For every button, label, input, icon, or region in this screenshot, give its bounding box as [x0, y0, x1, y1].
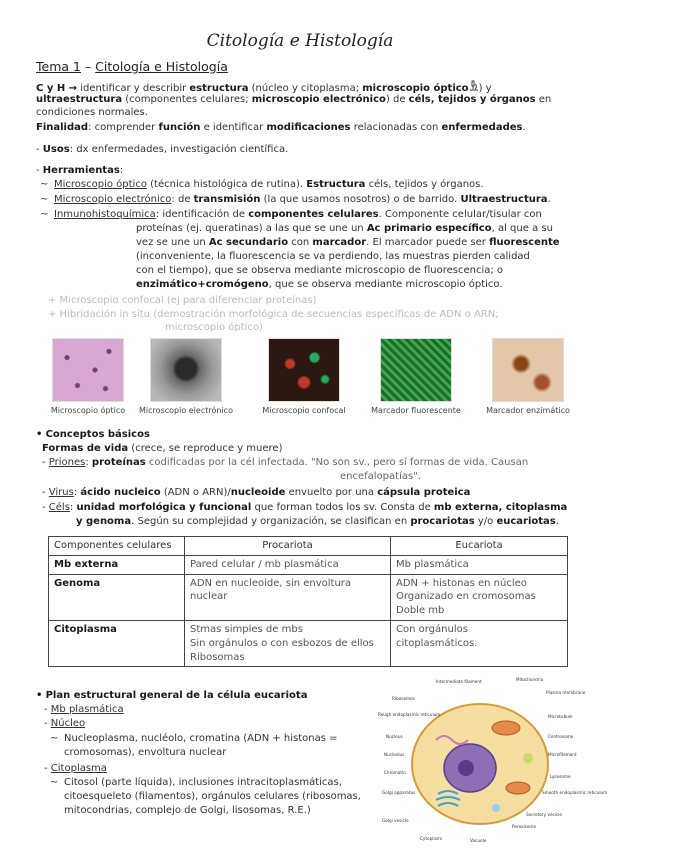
bullet: •	[36, 690, 43, 701]
ihq-line	[136, 222, 576, 236]
electron-microscope-image	[150, 338, 222, 402]
page-title: Citología e Histología	[206, 31, 394, 51]
item-text: . Componente celular/tisular con	[378, 209, 542, 220]
mitochondrion-shape	[492, 721, 520, 735]
keyword: mb externa, citoplasma	[433, 502, 568, 513]
nucleo-detail-2: cromosomas), envoltura nuclear	[64, 747, 227, 758]
item-text: : de	[171, 194, 194, 205]
dash: -	[42, 457, 49, 468]
diagram-label: Chromatin	[384, 770, 406, 775]
diagram-label: Cytoplasm	[420, 836, 443, 841]
conceptos-heading	[36, 428, 571, 442]
cito-text: Citosol (parte líquida), inclusiones intracitoplasmáticas,	[64, 777, 342, 788]
ihq-text: , al que a su	[491, 223, 553, 234]
diagram-label: Peroxisome	[512, 824, 537, 829]
diagram-label: Rough endoplasmic reticulum	[378, 712, 441, 717]
keyword: nucleoide	[230, 487, 286, 498]
nucleo-detail	[50, 732, 380, 746]
cels-label: Céls	[48, 502, 70, 513]
list-item	[40, 193, 570, 207]
item-keyword: transmisión	[193, 194, 261, 205]
diagram-label: Intermediate filament	[436, 679, 482, 684]
diagram-label: Golgi apparatus	[382, 790, 416, 795]
comparison-table	[48, 536, 568, 667]
text: :	[73, 487, 81, 498]
intro-keyword: función	[158, 122, 201, 133]
usos-text: : dx enfermedades, investigación científica.	[69, 144, 289, 155]
dash: -	[42, 502, 49, 513]
herramientas-label: Herramientas	[42, 165, 120, 176]
herramientas-heading	[36, 164, 571, 178]
dash: -	[44, 704, 51, 715]
tema-dash: –	[80, 59, 96, 74]
item-text: : identificación de	[155, 209, 249, 220]
keyword: unidad morfológica y funcional	[76, 502, 252, 513]
diagram-label: Plasma membrane	[546, 690, 586, 695]
cito-detail-3: mitocondrias, complejo de Golgi, lisosomas, R.E.)	[64, 805, 311, 816]
text: que forman todos los sv. Consta de	[251, 502, 434, 513]
ihq-text: , que se observa mediante microscopio óptico.	[268, 279, 503, 290]
item-term: Microscopio óptico	[54, 179, 147, 190]
row-name-text: Citoplasma	[54, 623, 117, 635]
text: :	[85, 457, 92, 468]
quote-text: codificadas por la cél infectada. "No son sv., pero sí formas de vida. Causan	[145, 457, 529, 468]
formas-label: Formas de vida	[42, 443, 129, 454]
priones-label: Priones	[48, 457, 86, 468]
intro-text: relacionadas con	[350, 122, 442, 133]
table-header-row	[49, 537, 568, 556]
image-caption: Microscopio electrónico	[139, 406, 233, 415]
ihq-keyword: fluorescente	[489, 237, 560, 248]
nucleo-label: Núcleo	[50, 718, 86, 729]
microscopy-images	[40, 338, 575, 418]
table-header: Procariota	[185, 537, 391, 556]
list-item	[40, 178, 570, 192]
faded-line: + Hibridación in situ (demostración morfológica de secuencias específicas de ADN o ARN;	[48, 309, 499, 320]
item-text: (la que usamos nosotros) o de barrido.	[260, 194, 461, 205]
diagram-label: Golgi vesicle	[382, 818, 409, 823]
item-text: (técnica histológica de rutina).	[146, 179, 307, 190]
ihq-keyword: enzimático+cromógeno	[136, 279, 269, 290]
intro-keyword: céls, tejidos y órganos	[408, 94, 536, 105]
cell-line: Ribosomas	[190, 651, 245, 663]
dash: -	[36, 144, 43, 155]
item-keyword: Ultraestructura	[460, 194, 548, 205]
intro-keyword: microscopio óptico	[362, 83, 469, 94]
row-name	[49, 555, 185, 574]
dash: -	[44, 763, 51, 774]
diagram-label: Microtubule	[548, 714, 573, 719]
tema-label: Tema 1	[36, 59, 81, 74]
ihq-text: vez se une un	[136, 237, 209, 248]
row-name-text: Genoma	[54, 577, 101, 589]
dash: -	[44, 718, 51, 729]
ihq-line: (inconveniente, la fluorescencia se va perdiendo, las muestras pierden calidad	[136, 251, 530, 262]
prokaryote-cell	[185, 574, 391, 620]
row-name-text: Mb externa	[54, 558, 119, 570]
nucleo-line	[44, 717, 374, 731]
keyword: cápsula proteica	[377, 487, 471, 498]
item-keyword: Estructura	[306, 179, 366, 190]
cito-line	[44, 762, 374, 776]
table-row	[49, 574, 568, 620]
faded-line: + Microscopio confocal (ej para diferenciar proteínas)	[48, 295, 317, 306]
intro-line-3: condiciones normales.	[36, 107, 148, 118]
virus-label: Virus	[48, 487, 74, 498]
intro-keyword: microscopio electrónico	[251, 94, 386, 105]
ihq-keyword: Ac secundario	[208, 237, 289, 248]
keyword: eucariotas	[496, 516, 556, 527]
intro-text: : comprender	[88, 122, 159, 133]
intro-keyword: estructura	[189, 83, 249, 94]
cell-line: Stmas simples de mbs	[190, 623, 303, 635]
intro-text: (núcleo y citoplasma;	[248, 83, 363, 94]
row-name	[49, 620, 185, 666]
ihq-text: con	[288, 237, 313, 248]
table-header: Componentes celulares	[49, 537, 185, 556]
ihq-text: . El marcador puede ser	[366, 237, 490, 248]
bullet: •	[36, 429, 43, 440]
intro-text: (componentes celulares;	[122, 94, 252, 105]
priones-line	[42, 456, 577, 470]
intro-text: identificar y describir	[77, 83, 190, 94]
usos-line	[36, 143, 571, 157]
text: :	[69, 502, 77, 513]
enzymatic-marker-image	[492, 338, 564, 402]
item-term: Microscopio electrónico	[54, 194, 172, 205]
cito-detail-2: citoesqueleto (filamentos), orgánulos celulares (ribosomas,	[64, 791, 361, 802]
tema-name: Citología e Histología	[95, 59, 228, 74]
virus-line	[42, 486, 577, 500]
table-row	[49, 620, 568, 666]
tilde-bullet: ~	[50, 733, 59, 744]
vesicle-shape	[492, 804, 500, 812]
diagram-label: Nucleolus	[384, 752, 405, 757]
eukaryote-cell	[391, 574, 568, 620]
item-text: céls, tejidos y órganos.	[365, 179, 484, 190]
text: y/o	[474, 516, 497, 527]
cell-line: Sin orgánulos o con esbozos de ellos	[190, 637, 374, 649]
image-caption: Microscopio óptico	[50, 406, 126, 415]
diagram-label: Vacuole	[470, 838, 487, 843]
cito-detail	[50, 776, 380, 790]
diagram-label: Microfilament	[548, 752, 577, 757]
nucleolus-shape	[458, 760, 474, 776]
ihq-keyword: Ac primario específico	[366, 223, 492, 234]
cels-line-2	[76, 515, 576, 529]
table-header: Eucariota	[391, 537, 568, 556]
diagram-label: Ribosomes	[392, 696, 415, 701]
nucleo-text: Nucleoplasma, nucléolo, cromatina (ADN + histonas =	[64, 733, 338, 744]
optical-microscope-image	[52, 338, 124, 402]
dash: -	[42, 487, 49, 498]
keyword: procariotas	[410, 516, 475, 527]
lysosome-shape	[523, 753, 533, 763]
mb-line	[44, 703, 374, 717]
cyh-label: C y H →	[36, 83, 78, 94]
cels-line	[42, 501, 576, 515]
cell-line: Con orgánulos	[396, 623, 468, 635]
prokaryote-cell	[185, 620, 391, 666]
item-term: Inmunohistoquímica	[54, 209, 156, 220]
tilde-bullet: ~	[40, 209, 49, 220]
diagram-label: Smooth endoplasmic reticulum	[542, 790, 608, 795]
intro-keyword: enfermedades	[441, 122, 523, 133]
plan-title: Plan estructural general de la célula eucariota	[45, 690, 308, 701]
finalidad-label: Finalidad	[36, 122, 89, 133]
intro-text: e identificar	[200, 122, 267, 133]
tilde-bullet: ~	[40, 194, 49, 205]
diagram-label: Mitochondria	[516, 677, 544, 682]
ihq-line: con el tiempo), que se observa mediante microscopio de fluorescencia; o	[136, 265, 504, 276]
prokaryote-cell	[185, 555, 391, 574]
table-row	[49, 555, 568, 574]
item-keyword: componentes celulares	[248, 209, 379, 220]
cell-line: ADN + histonas en núcleo	[396, 577, 527, 589]
formas-text: (crece, se reproduce y muere)	[128, 443, 283, 454]
image-caption: Marcador enzimático	[486, 406, 570, 415]
eukaryote-cell	[391, 620, 568, 666]
intro-text: en	[535, 94, 552, 105]
cito-label: Citoplasma	[50, 763, 107, 774]
intro-text: ) de	[385, 94, 409, 105]
confocal-microscope-image	[268, 338, 340, 402]
ihq-text: proteínas (ej. queratinas) a las que se une un	[136, 223, 367, 234]
cell-line: citoplasmáticos.	[396, 637, 478, 649]
ihq-keyword: marcador	[312, 237, 367, 248]
dash: -	[36, 165, 43, 176]
diagram-label: Centrosome	[548, 734, 574, 739]
formas-line	[42, 442, 577, 456]
finalidad-line	[36, 121, 571, 135]
conceptos-title: Conceptos básicos	[45, 429, 150, 440]
intro-line-2	[36, 93, 571, 107]
mitochondrion-shape	[506, 782, 530, 794]
tilde-bullet: ~	[50, 777, 59, 788]
cell-line: Pared celular / mb plasmática	[190, 558, 339, 570]
keyword: y genoma	[76, 516, 132, 527]
cell-diagram-svg	[378, 676, 608, 846]
priones-line-2: encefalopatías".	[340, 471, 421, 482]
fluorescent-marker-image	[380, 338, 452, 402]
mb-label: Mb plasmática	[50, 704, 124, 715]
cell-line: Organizado en cromosomas	[396, 591, 536, 603]
eukaryote-cell	[391, 555, 568, 574]
cell-line: ADN en nucleoide, sin envoltura	[190, 577, 352, 589]
plan-heading	[36, 689, 376, 703]
text: envuelto por una	[285, 487, 378, 498]
usos-label: Usos	[42, 144, 70, 155]
colon: :	[119, 165, 124, 176]
ihq-line	[136, 236, 576, 250]
text: .	[555, 516, 559, 527]
eukaryotic-cell-diagram	[378, 676, 608, 846]
item-text: .	[547, 194, 551, 205]
intro-keyword: modificaciones	[266, 122, 351, 133]
ihq-line	[136, 278, 576, 292]
intro-text: ) y	[478, 83, 492, 94]
cell-line: Mb plasmática	[396, 558, 469, 570]
row-name	[49, 574, 185, 620]
cell-line: nuclear	[190, 591, 228, 603]
diagram-label: Nucleus	[386, 734, 403, 739]
tilde-bullet: ~	[40, 179, 49, 190]
image-caption: Microscopio confocal	[262, 406, 346, 415]
image-caption: Marcador fluorescente	[371, 406, 461, 415]
list-item	[40, 208, 570, 222]
diagram-label: Lysosome	[550, 774, 571, 779]
cell-line: Doble mb	[396, 605, 445, 617]
section-heading	[36, 58, 228, 75]
faded-line: microscopio óptico)	[165, 322, 263, 333]
text: . Según su complejidad y organización, se clasifican en	[131, 516, 411, 527]
keyword: proteínas	[91, 457, 146, 468]
intro-keyword: ultraestructura	[36, 94, 123, 105]
intro-text: .	[522, 122, 526, 133]
text: (ADN o ARN)/	[160, 487, 231, 498]
keyword: ácido nucleico	[80, 487, 161, 498]
diagram-label: Secretory vesicle	[526, 812, 562, 817]
